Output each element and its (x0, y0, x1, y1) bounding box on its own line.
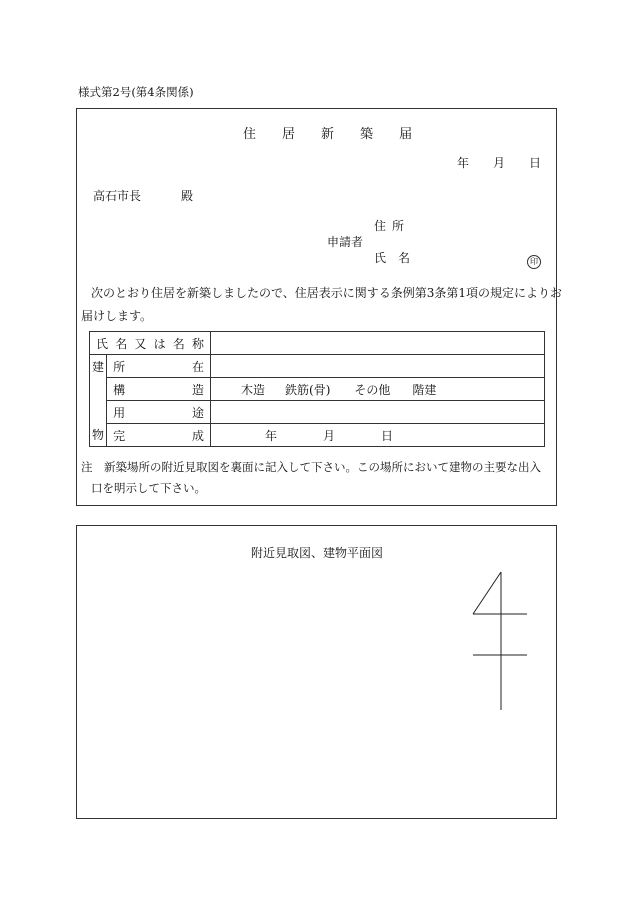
form-main-box (76, 108, 563, 506)
owner-name-label: 氏 名 又 は 名 称 (90, 332, 211, 355)
seal-mark: 印 (527, 249, 541, 269)
date-line: 年 月 日 (457, 156, 542, 170)
completion-label: 完 成 (107, 424, 211, 447)
note-line1: 注 新築場所の附近見取図を裏面に記入して下さい。この場所において建物の主要な出入 (81, 460, 541, 474)
applicant-label: 申請者 (327, 235, 364, 249)
address-label: 住 所 (374, 219, 405, 233)
form-title: 住 居 新 築 届 (243, 127, 413, 142)
structure-label: 構 造 (107, 378, 211, 401)
map-title: 附近見取図、建物平面図 (251, 546, 384, 560)
map-box (76, 525, 557, 819)
usage-label: 用 途 (107, 401, 211, 424)
location-field[interactable] (211, 355, 545, 378)
body-line1: 次のとおり住居を新築しましたので、住居表示に関する条例第3条第1項の規定によりお (91, 286, 563, 300)
building-info-table (89, 331, 545, 447)
structure-field[interactable]: 木造 鉄筋(骨) その他 階建 (211, 378, 545, 401)
body-line2: 届けします。 (81, 309, 153, 323)
table-row (90, 355, 545, 378)
table-row (90, 378, 545, 401)
usage-field[interactable] (211, 401, 545, 424)
name-label: 氏 名 (374, 251, 411, 265)
note-line2: 口を明示して下さい。 (91, 481, 206, 495)
table-row (90, 332, 545, 355)
table-row (90, 401, 545, 424)
form-label: 様式第2号(第4条関係) (78, 85, 194, 99)
completion-field[interactable]: 年 月 日 (211, 424, 545, 447)
building-header: 建 物 (90, 355, 107, 447)
addressee: 高石市長 殿 (93, 189, 194, 203)
owner-name-field[interactable] (211, 332, 545, 355)
location-label: 所 在 (107, 355, 211, 378)
table-row (90, 424, 545, 447)
north-arrow-icon (467, 566, 537, 716)
